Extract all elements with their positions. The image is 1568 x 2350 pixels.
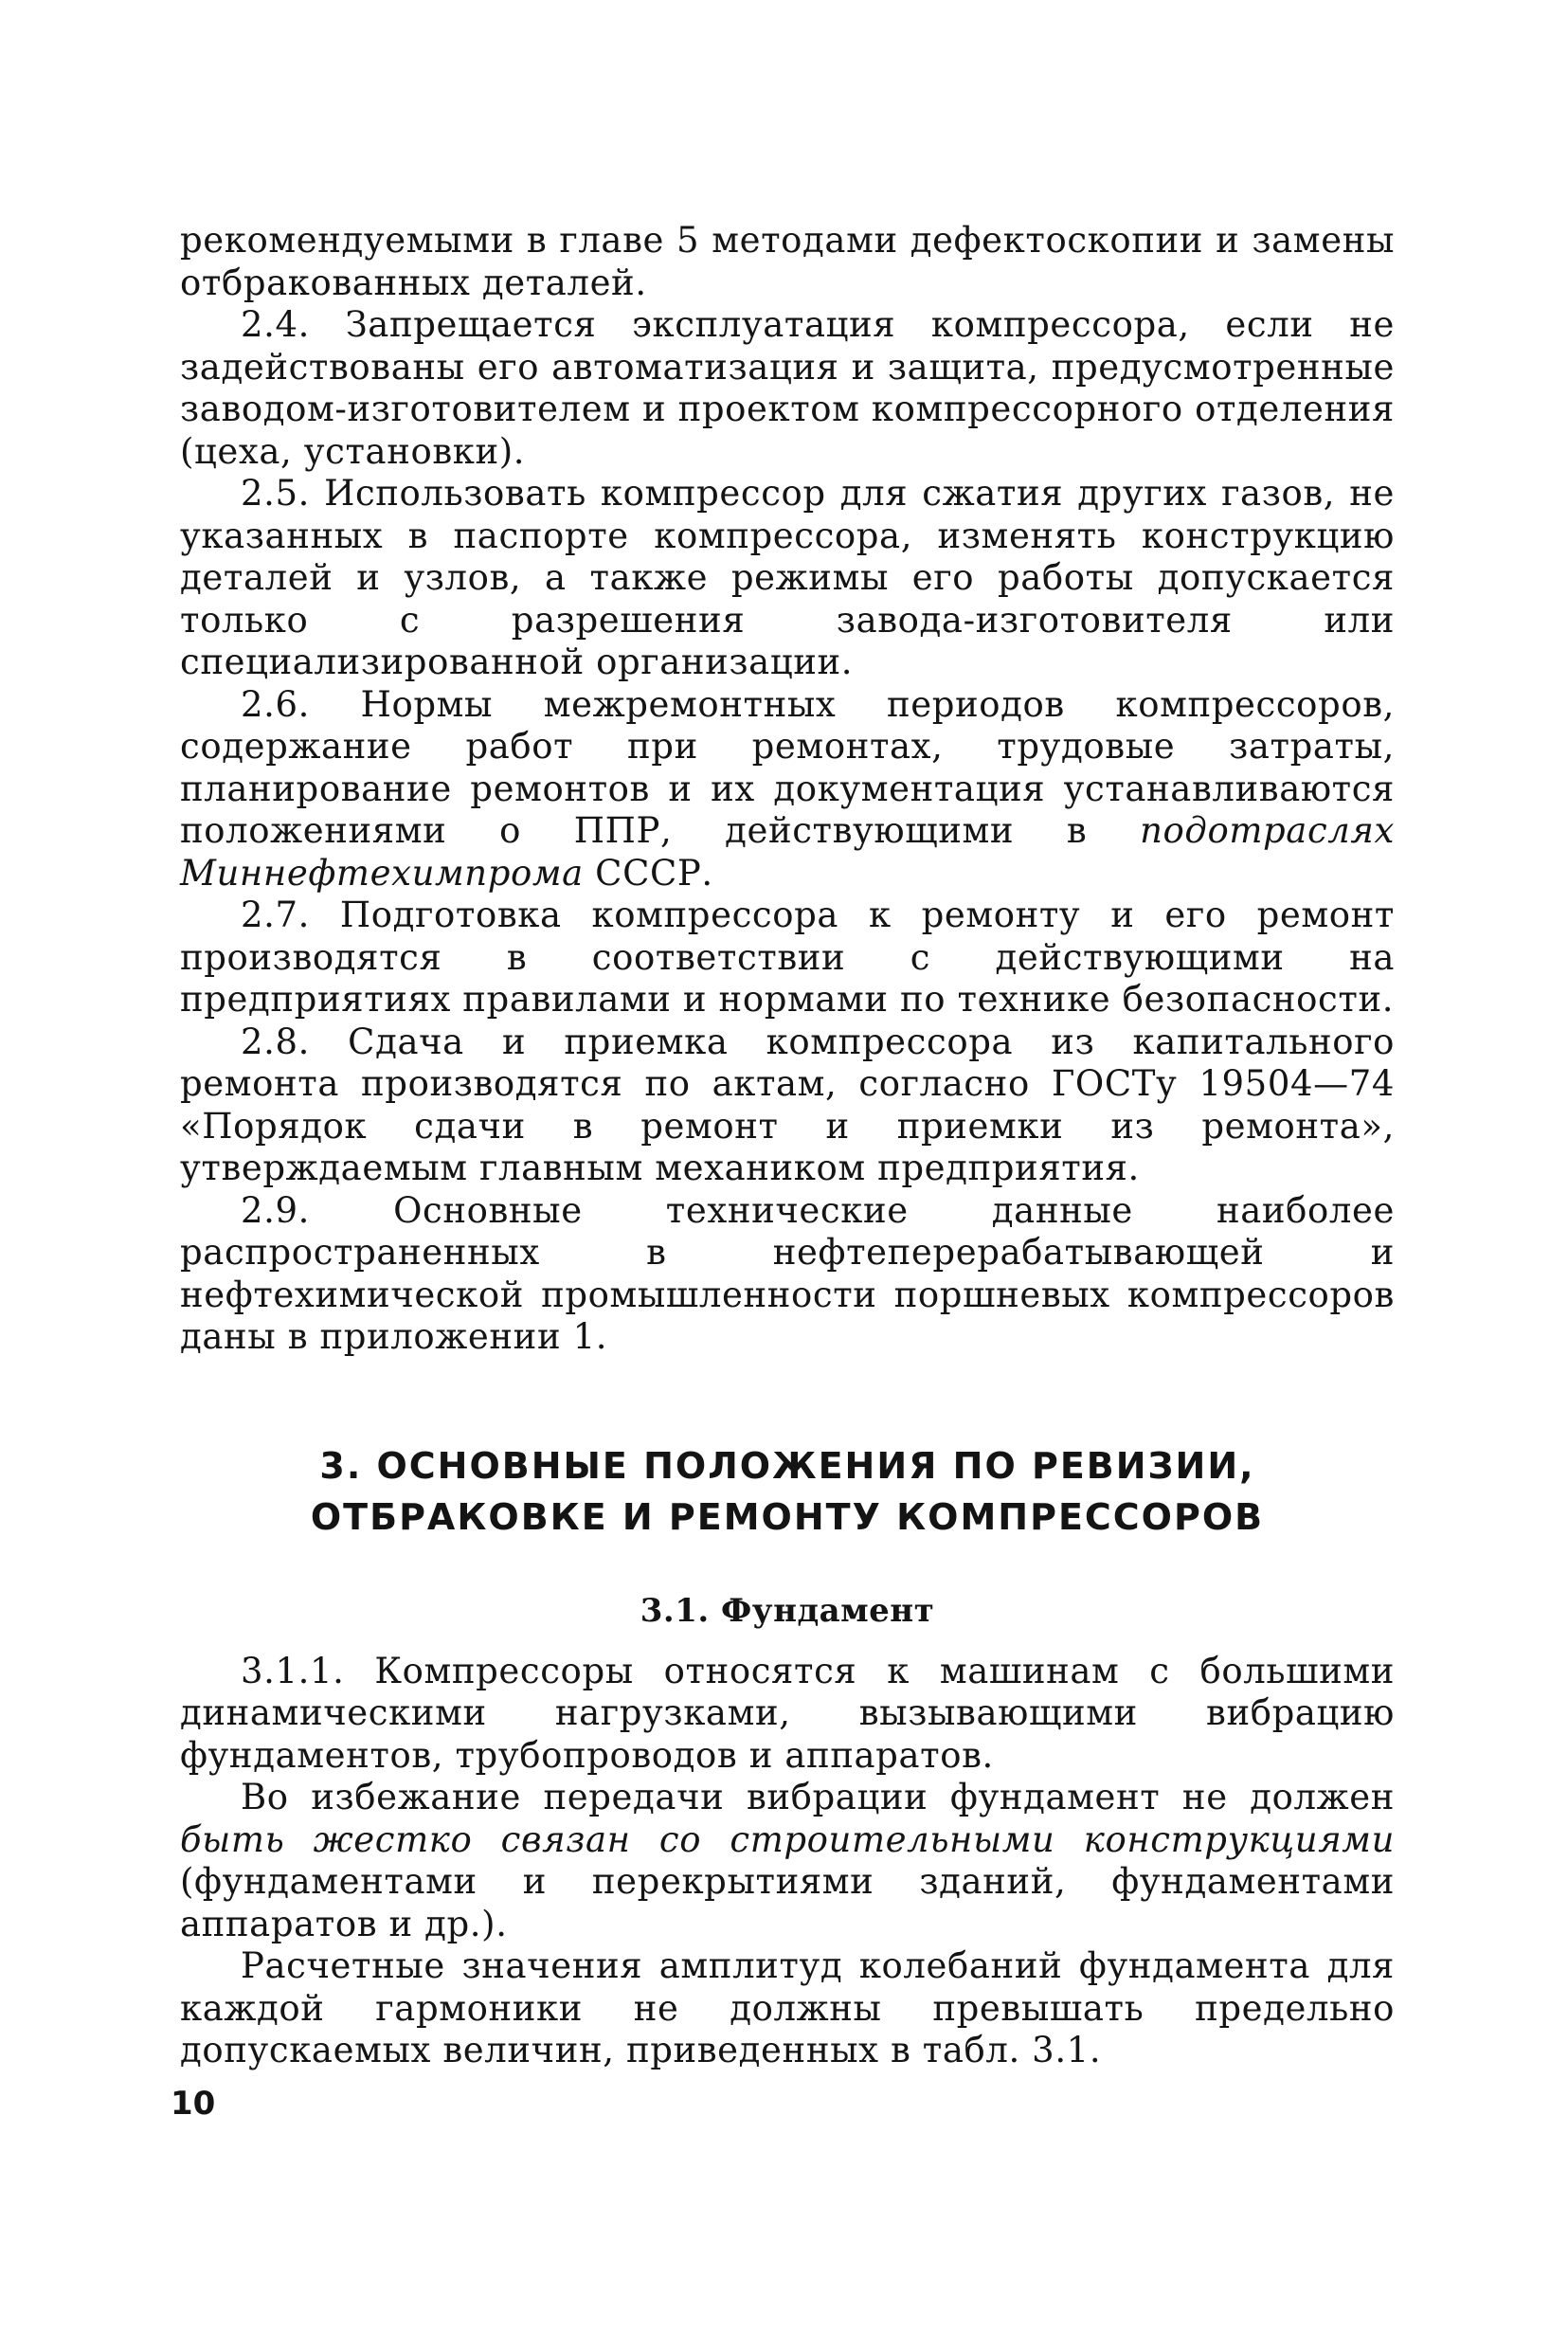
heading-spacer [180,1359,1395,1440]
paragraph-2-5: 2.5. Использовать компрессор для сжатия других газов, не указанных в паспорте компрессора, изменять конструкцию деталей и узлов, а также режимы его работы допускается только с разрешения завода-изготовителя или специализированной организации. [180,473,1395,682]
paragraph-2-6-end: СССР. [583,852,713,894]
paragraph-2-6-italic: подотраслях Миннефтехимпрома [180,810,1395,894]
paragraph-2-6 [180,684,1395,895]
paragraph-vibration-end: (фундаментами и перекрытиями зданий, фундаментами аппаратов и др.). [180,1861,1395,1944]
page-number: 10 [171,2085,216,2123]
section-heading-line-1: 3. ОСНОВНЫЕ ПОЛОЖЕНИЯ ПО РЕВИЗИИ, [319,1444,1255,1487]
document-page [180,220,1395,2072]
paragraph-vibration-italic: быть жестко связан со строительными конструкциями [180,1818,1395,1860]
paragraph-2-8: 2.8. Сдача и приемка компрессора из капитального ремонта производятся по актам, согласно ГОСТу 19504—74 «Порядок сдачи в ремонт и приемки из ремонта», утверждаемым главным механиком предприятия. [180,1021,1395,1188]
paragraph-2-7: 2.7. Подготовка компрессора к ремонту и его ремонт производятся в соответствии с действующими на предприятиях правилами и нормами по технике безопасности. [180,895,1395,1020]
paragraph-2-6-start: 2.6. Нормы межремонтных периодов компрессоров, содержание работ при ремонтах, трудовые затраты, планирование ремонтов и их документация устанавливаются положениями о ППР, действующими в [180,683,1395,851]
subsection-heading: 3.1. Фундамент [640,1591,935,1630]
section-heading-line-2: ОТБРАКОВКЕ И РЕМОНТУ КОМПРЕССОРОВ [310,1495,1265,1538]
paragraph-amplitude: Расчетные значения амплитуд колебаний фундамента для каждой гармоники не должны превышать предельно допускаемых величин, приведенных в табл. 3.1. [180,1945,1395,2070]
paragraph-3-1-1: 3.1.1. Компрессоры относятся к машинам с большими динамическими нагрузками, вызывающими вибрацию фундаментов, трубопроводов и аппаратов. [180,1650,1395,1776]
paragraph-vibration-start: Во избежание передачи вибрации фундамент не должен [241,1777,1395,1817]
paragraph-2-9: 2.9. Основные технические данные наиболее распространенных в нефтеперерабатывающей и нефтехимической промышленности поршневых компрессоров даны в приложении 1. [180,1189,1395,1357]
section-heading [180,1440,1395,1543]
paragraph-vibration [180,1777,1395,1945]
paragraph-continuation: рекомендуемыми в главе 5 методами дефектоскопии и замены отбракованных деталей. [180,220,1395,303]
paragraph-2-4: 2.4. Запрещается эксплуатация компрессора, если не задействованы его автоматизация и защита, предусмотренные заводом-изготовителем и проектом компрессорного отделения (цеха, установки). [180,304,1395,472]
